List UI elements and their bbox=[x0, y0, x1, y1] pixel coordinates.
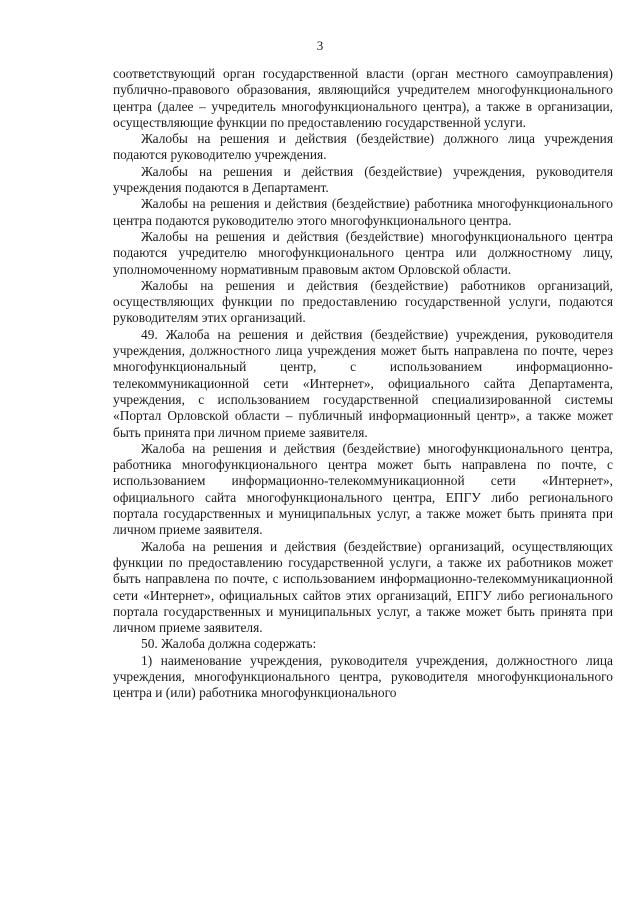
paragraph-complaint-mfc-worker: Жалобы на решения и действия (бездействие) работника многофункционального центра подаются руководителю этого многофункционального центра. bbox=[113, 196, 613, 228]
page-number: 3 bbox=[316, 38, 324, 53]
paragraph-item-49: 49. Жалоба на решения и действия (бездействие) учреждения, руководителя учреждения, должностного лица учреждения может быть направлена по почте, через многофункциональный центр, с использованием информационно-телекоммуникационной сети «Интернет», официального сайта Департамента, учреждения, с использованием государственной специализированной системы «Портал Орловской области – публичный информационный центр», а также может быть принята при личном приеме заявителя. bbox=[113, 326, 613, 440]
paragraph-item-50-1: 1) наименование учреждения, руководителя учреждения, должностного лица учреждения, многофункционального центра, руководителя многофункционального центра и (или) работника многофункционального bbox=[113, 652, 613, 701]
paragraph-complaint-official: Жалобы на решения и действия (бездействие) должного лица учреждения подаются руководителю учреждения. bbox=[113, 131, 613, 163]
document-body bbox=[113, 66, 613, 702]
paragraph-continuation: соответствующий орган государственной власти (орган местного самоуправления) публично-правового образования, являющийся учредителем многофункционального центра (далее – учредитель многофункционального центра), а также в организации, осуществляющие функции по предоставлению государственной услуги. bbox=[113, 66, 613, 130]
paragraph-complaint-institution: Жалобы на решения и действия (бездействие) учреждения, руководителя учреждения подаются в Департамент. bbox=[113, 163, 613, 196]
paragraph-mfc-submission: Жалоба на решения и действия (бездействие) многофункционального центра, работника многофункционального центра может быть направлена по почте, с использованием информационно-телекоммуникационной сети «Интернет», официального сайта многофункционального центра, ЕПГУ либо регионального портала государственных и муниципальных услуг, а также может быть принята при личном приеме заявителя. bbox=[113, 440, 613, 538]
paragraph-complaint-mfc: Жалобы на решения и действия (бездействие) многофункционального центра подаются учредителю многофункционального центра или должностному лицу, уполномоченному нормативным правовым актом Орловской области. bbox=[113, 228, 613, 277]
paragraph-complaint-organizations: Жалобы на решения и действия (бездействие) работников организаций, осуществляющих функции по предоставлению государственной услуги, подаются руководителям этих организаций. bbox=[113, 277, 613, 326]
paragraph-organizations-submission: Жалоба на решения и действия (бездействие) организаций, осуществляющих функции по предоставлению государственной услуги, а также их работников может быть направлена по почте, с использованием информационно-телекоммуникационной сети «Интернет», официальных сайтов этих организаций, ЕПГУ либо регионального портала государственных и муниципальных услуг, а также может быть принята при личном приеме заявителя. bbox=[113, 538, 613, 636]
paragraph-item-50: 50. Жалоба должна содержать: bbox=[141, 636, 317, 652]
